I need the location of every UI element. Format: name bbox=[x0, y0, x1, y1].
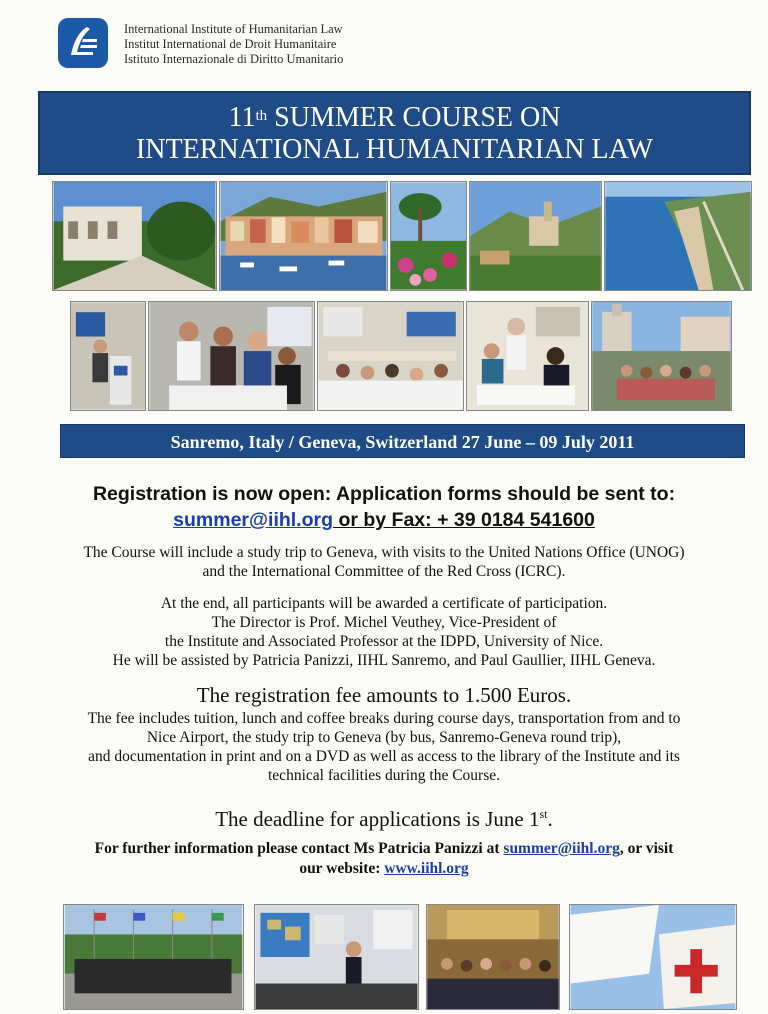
photo-map-presentation bbox=[254, 904, 419, 1010]
ordinal-suffix: th bbox=[255, 108, 268, 124]
photo-speaker-podium bbox=[70, 301, 146, 411]
website-label: our website: bbox=[299, 860, 385, 877]
fee-line-1: The fee includes tuition, lunch and coffee breaks during course days, transportation from and to bbox=[87, 710, 681, 727]
certificate-line-3: the Institute and Associated Professor at the IDPD, University of Nice. bbox=[164, 633, 604, 650]
website-link[interactable]: www.iihl.org bbox=[384, 860, 469, 877]
study-trip-paragraph bbox=[20, 543, 748, 581]
photo-seminar bbox=[466, 301, 589, 411]
title-banner bbox=[38, 91, 751, 175]
photo-palm-garden bbox=[390, 181, 467, 291]
photo-un-flags-group bbox=[63, 904, 244, 1010]
contact-middle: , or visit bbox=[619, 840, 674, 857]
study-trip-line-2: and the International Committee of the Red Cross (ICRC). bbox=[202, 563, 566, 580]
certificate-line-4: He will be assisted by Patricia Panizzi, IIHL Sanremo, and Paul Gaullier, IIHL Geneva. bbox=[112, 652, 656, 669]
institute-name-fr: Institut International de Droit Humanitaire bbox=[124, 37, 337, 51]
study-trip-line-1: The Course will include a study trip to Geneva, with visits to the United Nations Office (UNOG) bbox=[83, 544, 685, 561]
fee-heading: The registration fee amounts to 1.500 Euros. bbox=[196, 683, 572, 707]
or-by-text: or by bbox=[333, 509, 392, 531]
fee-line-3: and documentation in print and on a DVD as well as access to the library of the Institute and its bbox=[88, 748, 680, 765]
fee-line-2: Nice Airport, the study trip to Geneva (by bus, Sanremo-Geneva round trip), bbox=[146, 729, 622, 746]
title-line-1 bbox=[40, 102, 749, 134]
fax-label: Fax: bbox=[391, 509, 432, 531]
title-line-1-text: SUMMER COURSE ON bbox=[267, 102, 561, 133]
photo-assembly-hall bbox=[426, 904, 560, 1010]
photo-harbour-town bbox=[219, 181, 388, 291]
institute-names bbox=[124, 22, 343, 67]
certificate-paragraph bbox=[20, 594, 748, 670]
location-dates-banner: Sanremo, Italy / Geneva, Switzerland 27 June – 09 July 2011 bbox=[60, 424, 745, 458]
contact-info bbox=[20, 839, 748, 879]
institute-name-it: Istituto Internazionale di Diritto Umanitario bbox=[124, 52, 344, 66]
photo-villa bbox=[52, 181, 217, 291]
fax-number: + 39 0184 541600 bbox=[431, 509, 595, 531]
fee-line-4: technical facilities during the Course. bbox=[268, 767, 500, 784]
title-line-2: INTERNATIONAL HUMANITARIAN LAW bbox=[135, 134, 654, 165]
certificate-line-1: At the end, all participants will be awarded a certificate of participation. bbox=[160, 595, 608, 612]
photo-red-cross-crescent-flags bbox=[569, 904, 737, 1010]
registration-heading: Registration is now open: Application forms should be sent to: bbox=[92, 483, 676, 505]
institute-name-en: International Institute of Humanitarian Law bbox=[124, 22, 343, 36]
deadline-suffix: st bbox=[539, 807, 548, 821]
contact-line-2 bbox=[20, 859, 748, 879]
certificate-line-2: The Director is Prof. Michel Veuthey, Vice-President of bbox=[211, 614, 557, 631]
contact-line-1 bbox=[20, 839, 748, 859]
photo-castle-group bbox=[591, 301, 732, 411]
deadline-text bbox=[20, 801, 748, 832]
fee-paragraph bbox=[20, 709, 748, 785]
photo-coastline bbox=[604, 181, 752, 291]
registration-email-link[interactable]: summer@iihl.org bbox=[173, 509, 334, 531]
deadline-main: The deadline for applications is June 1 bbox=[215, 807, 540, 831]
course-number: 11 bbox=[228, 102, 256, 133]
photo-classroom bbox=[317, 301, 464, 411]
photo-hill-village bbox=[469, 181, 602, 291]
deadline-period: . bbox=[547, 807, 553, 831]
iihl-logo-icon bbox=[63, 23, 103, 63]
registration-contact-line bbox=[20, 508, 748, 532]
contact-prefix: For further information please contact Ms Patricia Panizzi at bbox=[94, 840, 504, 857]
photo-students-group bbox=[148, 301, 315, 411]
institute-logo bbox=[58, 18, 108, 68]
contact-email-link[interactable]: summer@iihl.org bbox=[503, 840, 620, 857]
